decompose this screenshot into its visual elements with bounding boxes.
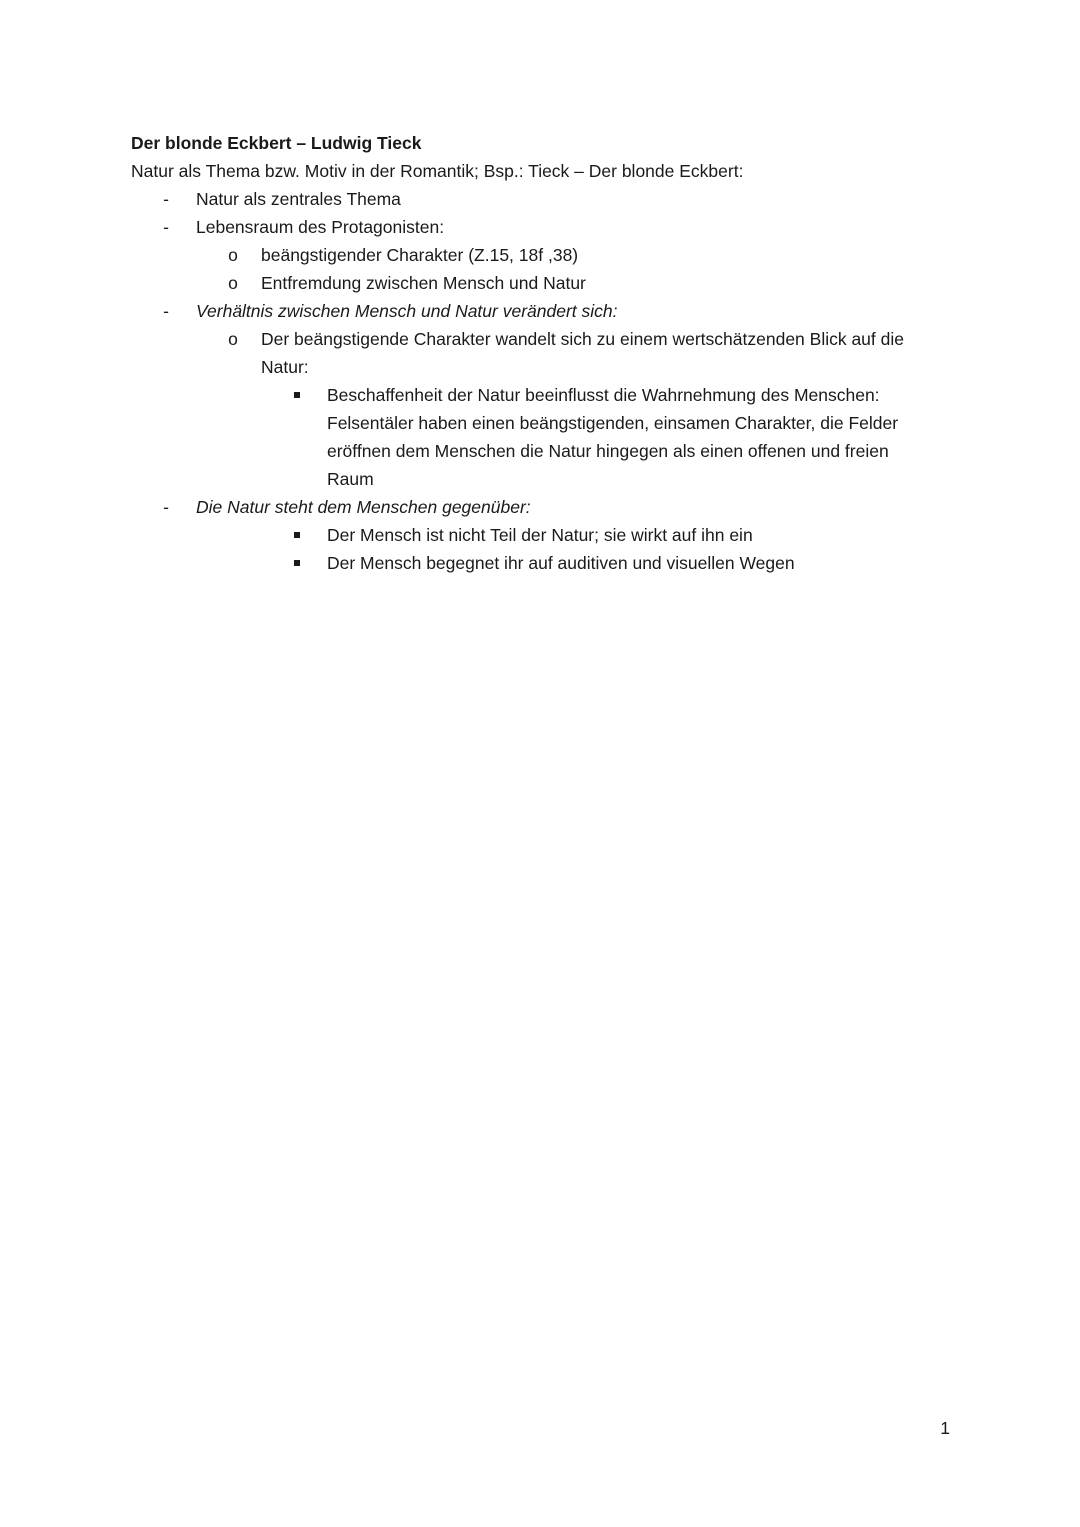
page-number: 1	[940, 1418, 950, 1438]
document-title: Der blonde Eckbert – Ludwig Tieck	[131, 133, 422, 153]
dash-bullet: -	[163, 301, 169, 321]
circle-bullet: o	[228, 273, 238, 293]
list-subitem-continuation: Natur:	[261, 357, 309, 377]
circle-bullet: o	[228, 329, 238, 349]
list-subsubitem: Beschaffenheit der Natur beeinflusst die Wahrnehmung des Menschen:	[327, 385, 880, 405]
square-bullet	[294, 532, 300, 538]
list-item: Die Natur steht dem Menschen gegenüber:	[196, 497, 531, 517]
square-bullet	[294, 560, 300, 566]
list-subsubitem-continuation: Felsentäler haben einen beängstigenden, einsamen Charakter, die Felder	[327, 413, 899, 433]
list-subitem: Der beängstigende Charakter wandelt sich zu einem wertschätzenden Blick auf die	[261, 329, 904, 349]
dash-bullet: -	[163, 189, 169, 209]
dash-bullet: -	[163, 217, 169, 237]
circle-bullet: o	[228, 245, 238, 265]
square-bullet	[294, 392, 300, 398]
list-subsubitem-continuation: eröffnen dem Menschen die Natur hingegen als einen offenen und freien	[327, 441, 889, 461]
list-subsubitem: Der Mensch begegnet ihr auf auditiven und visuellen Wegen	[327, 553, 795, 573]
list-subitem: Entfremdung zwischen Mensch und Natur	[261, 273, 586, 293]
list-item: Verhältnis zwischen Mensch und Natur verändert sich:	[196, 301, 618, 321]
list-subsubitem: Der Mensch ist nicht Teil der Natur; sie wirkt auf ihn ein	[327, 525, 753, 545]
dash-bullet: -	[163, 497, 169, 517]
intro-line: Natur als Thema bzw. Motiv in der Romantik; Bsp.: Tieck – Der blonde Eckbert:	[131, 161, 744, 181]
list-subsubitem-continuation: Raum	[327, 469, 374, 489]
list-subitem: beängstigender Charakter (Z.15, 18f ,38)	[261, 245, 579, 265]
list-item: Lebensraum des Protagonisten:	[196, 217, 445, 237]
list-item: Natur als zentrales Thema	[196, 189, 401, 209]
